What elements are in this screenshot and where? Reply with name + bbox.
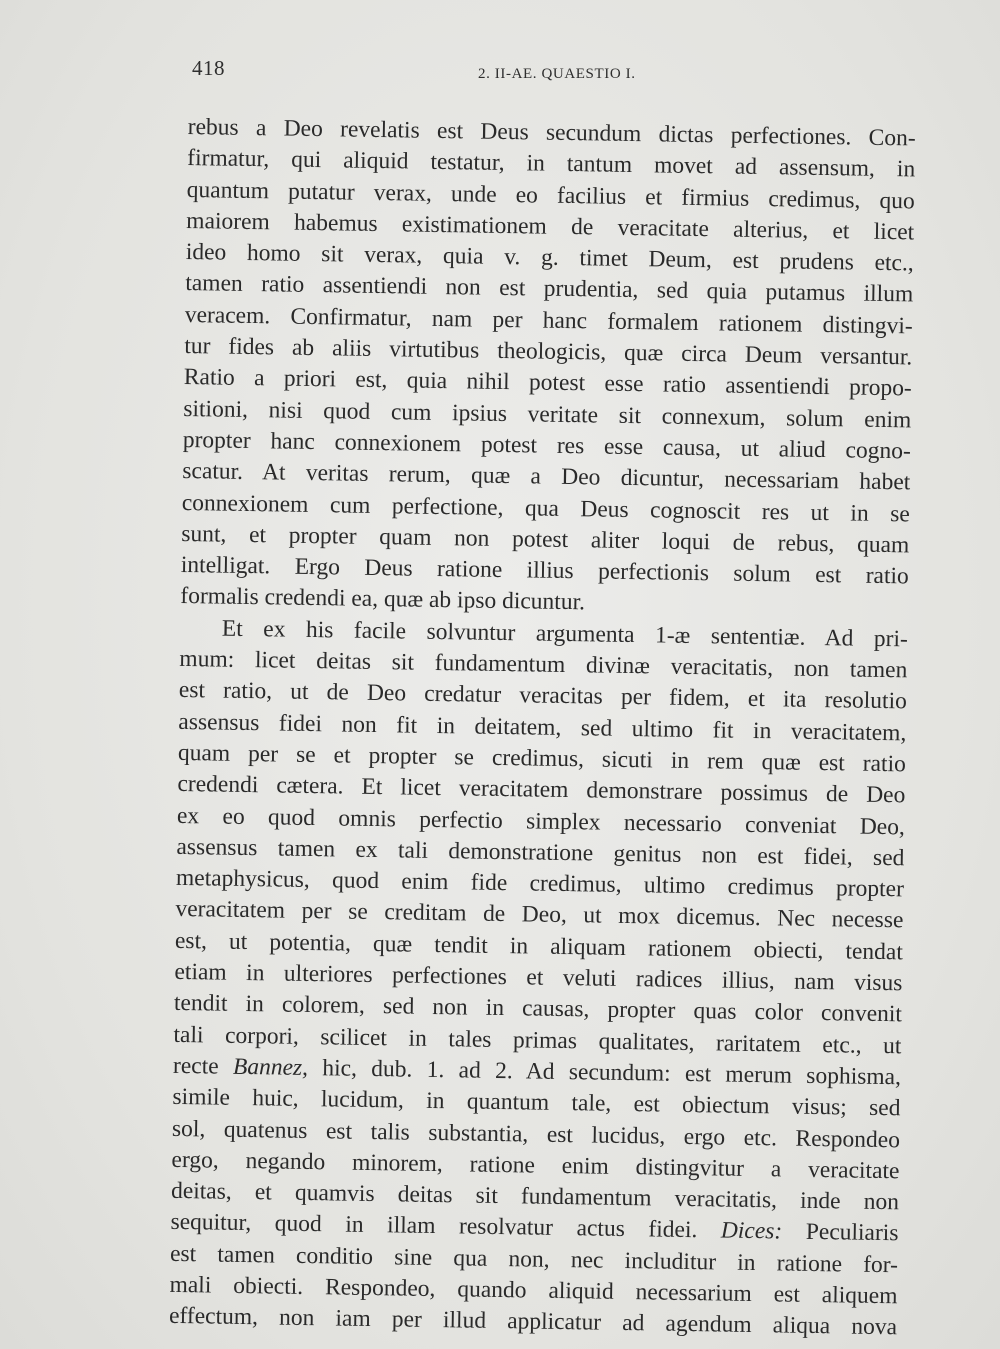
text-line: tendit in colorem, sed non in causas, propter quas color convenit	[173, 990, 903, 1028]
text-line: est, ut potentia, quæ tendit in aliquam rationem obiecti, tendat	[174, 927, 904, 966]
text-line: scatur. At veritas rerum, quæ a Deo dicuntur, necessariam habet	[182, 458, 911, 496]
text-line: ergo, negando minorem, ratione enim distingvitur a veracitate	[171, 1146, 900, 1185]
text-line: propter hanc connexionem potest res esse causa, ut aliud cogno-	[182, 426, 911, 465]
text-line-paragraph-start: Et ex his facile solvuntur argumenta 1-æ sententiæ. Ad pri-	[221, 615, 909, 653]
text-line: tur fides ab aliis virtutibus theologicis, quæ circa Deum versantur.	[184, 333, 913, 371]
text-line: connexionem cum perfectione, qua Deus cognoscit res ut in se	[181, 489, 910, 527]
text-line: effectum, non iam per illud applicatur ad agendum aliqua nova	[168, 1303, 898, 1341]
text-line: sol, quatenus est talis substantia, est lucidus, ergo etc. Respondeo	[171, 1115, 901, 1153]
text-line: quantum putatur verax, unde eo facilius et firmius credimus, quo	[186, 176, 915, 215]
text-line: est tamen conditio sine qua non, nec includitur in ratione for-	[169, 1240, 899, 1278]
text-line: rebus a Deo revelatis est Deus secundum dictas perfectiones. Con-	[187, 113, 916, 152]
text-line: firmatur, qui aliquid testatur, in tantum movet ad assensum, in	[187, 145, 916, 183]
text-line: mum: licet deitas sit fundamentum divinæ veracitatis, non tamen	[179, 645, 908, 684]
text-line: mali obiecti. Respondeo, quando aliquid necessarium est aliquem	[169, 1271, 898, 1310]
text-line: sunt, et propter quam non potest aliter loqui de rebus, quam	[181, 520, 910, 559]
text-line: recte Bannez, hic, dub. 1. ad 2. Ad secundum: est merum sophisma,	[172, 1052, 902, 1091]
text-line-paragraph-end: formalis credendi ea, quæ ab ipso dicuntur.	[180, 583, 586, 616]
text-line: veracitatem per se creditam de Deo, ut mox dicemus. Nec necesse	[175, 896, 904, 934]
text-line: etiam in ulteriores perfectiones et veluti radices illius, nam visus	[174, 958, 903, 997]
text-line: sequitur, quod in illam resolvatur actus fidei. Dices: Peculiaris	[170, 1209, 899, 1247]
text-line: tamen ratio assentiendi non est prudentia, sed quia putamus illum	[185, 270, 914, 308]
text-line: maiorem habemus existimationem de veracitate alterius, et licet	[186, 207, 915, 246]
text-line: veracem. Confirmatur, nam per hanc formalem rationem distingvi-	[184, 301, 913, 340]
text-line: simile huic, lucidum, in quantum tale, est obiectum visus; sed	[172, 1084, 901, 1122]
text-line: assensus fidei non fit in deitatem, sed ultimo fit in veracitatem,	[178, 708, 907, 746]
text-line: assensus tamen ex tali demonstratione genitus non est fidei, sed	[176, 833, 905, 872]
text-line: est ratio, ut de Deo credatur veracitas per fidem, et ita resolutio	[178, 677, 908, 715]
text-line: metaphysicus, quod enim fide credimus, ultimo credimus propter	[175, 865, 905, 903]
text-line: tali corpori, scilicet in tales primas qualitates, raritatem etc., ut	[173, 1021, 902, 1059]
text-line: quam per se et propter se credimus, sicuti in rem quæ est ratio	[177, 739, 907, 778]
text-line: intelligat. Ergo Deus ratione illius perfectionis solum est ratio	[180, 552, 909, 590]
text-line: ideo homo sit verax, quia v. g. timet Deum, est prudens etc.,	[185, 239, 914, 277]
text-line: credendi cætera. Et licet veracitatem demonstrare possimus de Deo	[177, 771, 906, 809]
text-line: deitas, et quamvis deitas sit fundamentum veracitatis, inde non	[170, 1177, 900, 1216]
text-line: sitioni, nisi quod cum ipsius veritate sit connexum, solum enim	[183, 395, 912, 434]
text-line: Ratio a priori est, quia nihil potest esse ratio assentiendi propo-	[183, 364, 912, 402]
running-head: 2. II-AE. QUAESTIO I.	[478, 66, 636, 82]
body-text	[169, 112, 916, 1344]
page-number: 418	[192, 56, 225, 80]
text-line: ex eo quod omnis perfectio simplex necessario conveniat Deo,	[176, 802, 906, 840]
